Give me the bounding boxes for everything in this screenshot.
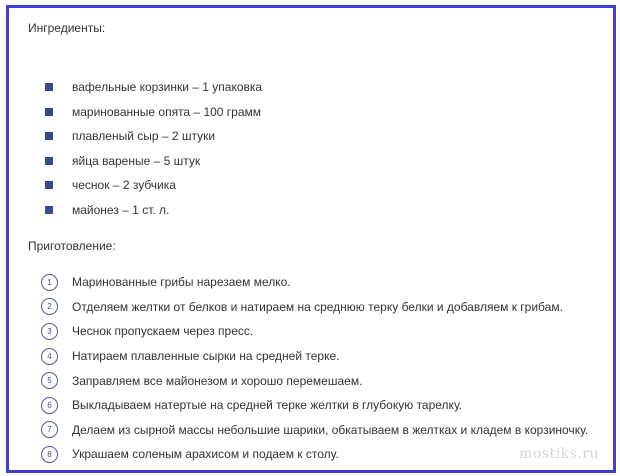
- ingredient-text: плавленый сыр – 2 штуки: [72, 129, 216, 144]
- step-text: Отделяем желтки от белков и натираем на среднюю терку белки и добавляем к грибам.: [72, 299, 563, 314]
- ingredient-text: маринованные опята – 100 грамм: [72, 104, 262, 119]
- square-bullet-icon: [45, 108, 53, 116]
- step-item: [41, 418, 588, 443]
- preparation-steps: [41, 270, 588, 467]
- list-item: [45, 124, 262, 149]
- step-item: [41, 270, 588, 295]
- ingredient-text: яйца вареные – 5 штук: [72, 153, 201, 168]
- ingredients-title: Ингредиенты:: [28, 21, 106, 35]
- square-bullet-icon: [45, 83, 53, 91]
- square-bullet-icon: [45, 157, 53, 165]
- step-number-circle: 7: [41, 421, 58, 438]
- step-item: [41, 393, 588, 418]
- square-bullet-icon: [45, 132, 53, 140]
- list-item: [45, 173, 262, 198]
- step-item: [41, 295, 588, 320]
- list-item: [45, 149, 262, 174]
- ingredient-text: вафельные корзинки – 1 упаковка: [72, 80, 263, 95]
- step-number-circle: 4: [41, 348, 58, 365]
- step-text: Украшаем соленым арахисом и подаем к столу.: [72, 447, 339, 462]
- square-bullet-icon: [45, 206, 53, 214]
- step-text: Натираем плавленные сырки на средней терке.: [72, 349, 340, 364]
- list-item: [45, 198, 262, 223]
- step-text: Делаем из сырной массы небольшие шарики, обкатываем в желтках и кладем в корзиночку.: [72, 422, 589, 437]
- ingredients-list: [45, 75, 262, 222]
- ingredient-text: майонез – 1 ст. л.: [72, 202, 170, 217]
- ingredient-text: чеснок – 2 зубчика: [72, 178, 176, 193]
- square-bullet-icon: [45, 181, 53, 189]
- list-item: [45, 75, 262, 100]
- list-item: [45, 100, 262, 125]
- step-number-circle: 6: [41, 397, 58, 414]
- step-number-circle: 5: [41, 372, 58, 389]
- step-text: Выкладываем натертые на средней терке желтки в глубокую тарелку.: [72, 398, 463, 413]
- step-item: [41, 319, 588, 344]
- step-number-circle: 3: [41, 323, 58, 340]
- preparation-title: Приготовление:: [28, 239, 116, 253]
- step-item: [41, 344, 588, 369]
- watermark: mostiks.ru: [519, 446, 599, 462]
- step-item: [41, 442, 588, 467]
- step-text: Чеснок пропускаем через пресс.: [72, 324, 254, 339]
- step-number-circle: 8: [41, 446, 58, 463]
- step-number-circle: 1: [41, 274, 58, 291]
- step-text: Маринованные грибы нарезаем мелко.: [72, 275, 291, 290]
- recipe-frame: [6, 5, 616, 473]
- step-item: [41, 368, 588, 393]
- step-number-circle: 2: [41, 298, 58, 315]
- step-text: Заправляем все майонезом и хорошо перемешаем.: [72, 373, 363, 388]
